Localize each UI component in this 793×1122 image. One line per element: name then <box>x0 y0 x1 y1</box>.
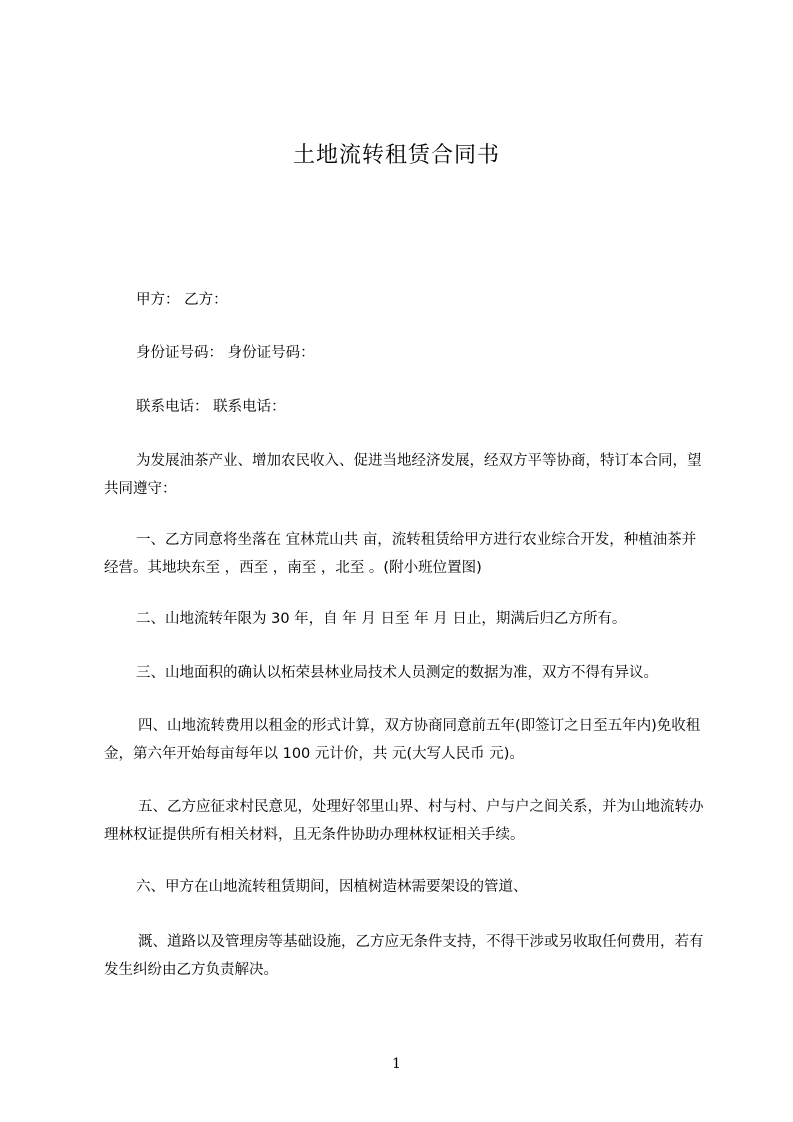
clause-1: 一、乙方同意将坐落在 宜林荒山共 亩，流转租赁给甲方进行农业综合开发，种植油茶并经营。其地块东至 ，西至 ，南至 ，北至 。(附小班位置图) <box>104 532 697 576</box>
clause-2: 二、山地流转年限为 30 年，自 年 月 日至 年 月 日止，期满后归乙方所有。 <box>136 611 627 627</box>
clause-3: 三、山地面积的确认以柘荣县林业局技术人员测定的数据为准，双方不得有异议。 <box>136 665 658 681</box>
page-number: 1 <box>392 1056 401 1072</box>
id-number-line: 身份证号码： 身份证号码： <box>136 345 315 361</box>
intro-paragraph: 为发展油茶产业、增加农民收入、促进当地经济发展，经双方平等协商，特订本合同，望共同遵守： <box>104 453 702 497</box>
clause-5: 五、乙方应征求村民意见，处理好邻里山界、村与村、户与户之间关系，并为山地流转办理林权证提供所有相关材料，且无条件协助办理林权证相关手续。 <box>104 799 704 843</box>
document-title: 土地流转租赁合同书 <box>292 143 500 168</box>
phone-line: 联系电话： 联系电话： <box>136 399 286 415</box>
clause-6-part-1: 六、甲方在山地流转租赁期间，因植树造林需要架设的管道、 <box>136 879 528 895</box>
parties-line: 甲方： 乙方： <box>136 292 228 308</box>
clause-6-part-2: 溉、道路以及管理房等基础设施，乙方应无条件支持，不得干涉或另收取任何费用，若有发生纠纷由乙方负责解决。 <box>104 934 704 978</box>
clause-4: 四、山地流转费用以租金的形式计算，双方协商同意前五年(即签订之日至五年内)免收租金，第六年开始每亩每年以 100 元计价，共 元(大写人民币 元)。 <box>104 718 701 762</box>
